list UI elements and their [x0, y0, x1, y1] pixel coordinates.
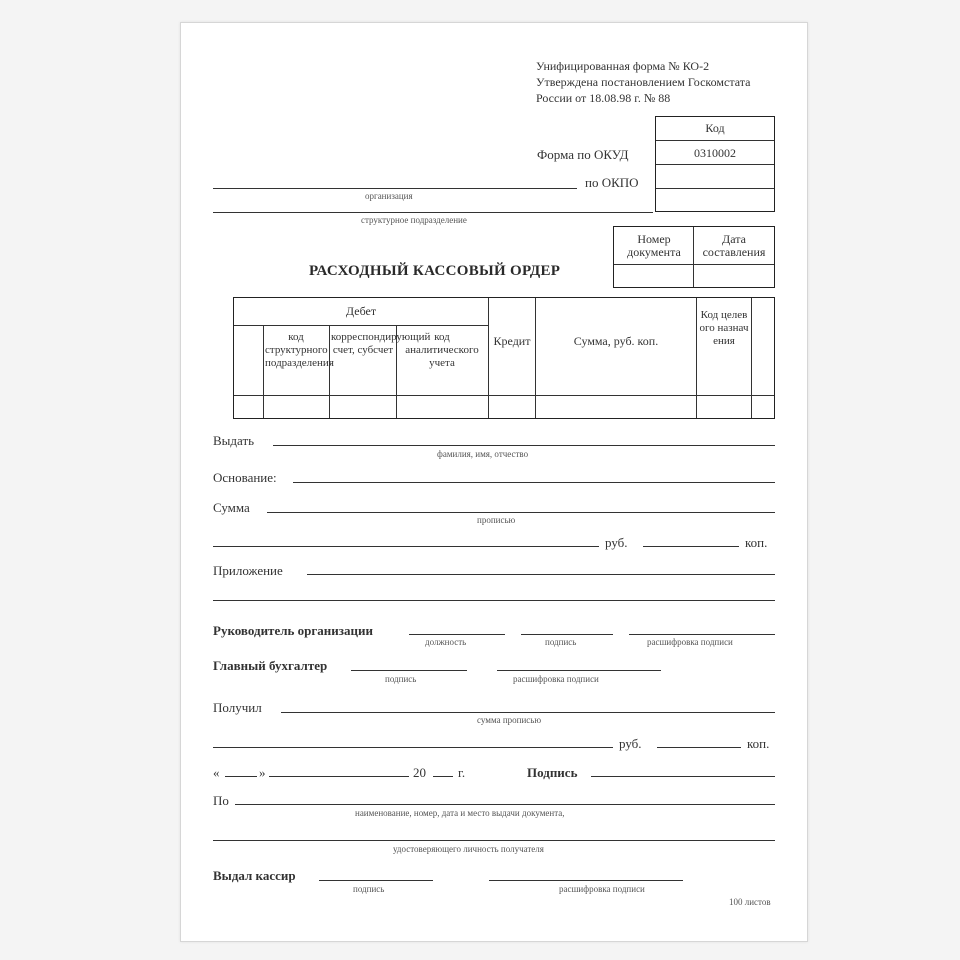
- basis-label: Основание:: [213, 470, 277, 485]
- head-signature-caption: подпись: [545, 637, 577, 647]
- form-header-line2: Утверждена постановлением Госкомстата: [536, 75, 751, 89]
- received-caption: сумма прописью: [477, 715, 542, 725]
- cashier-signature-caption: подпись: [353, 884, 385, 894]
- kod-label: Код: [705, 121, 725, 135]
- cashier-signature-line: [319, 880, 433, 881]
- by-label: По: [213, 793, 229, 808]
- cashier-decode-line: [489, 880, 683, 881]
- month-line: [269, 776, 409, 777]
- head-position-caption: должность: [425, 637, 467, 647]
- head-label: Руководитель организации: [213, 623, 373, 638]
- issue-caption: фамилия, имя, отчество: [437, 449, 529, 459]
- head-signature-line: [521, 634, 613, 635]
- sum-caption: прописью: [477, 515, 516, 525]
- issue-line: [273, 445, 775, 446]
- year-line: [433, 776, 453, 777]
- okpo-label: по ОКПО: [585, 175, 639, 190]
- col-credit: Кредит: [493, 334, 531, 348]
- col-analytic-code: код аналитического учета: [405, 331, 479, 369]
- doc-date-label: Дата составления: [702, 232, 766, 259]
- subdivision-line: [213, 212, 653, 213]
- accountant-label: Главный бухгалтер: [213, 658, 328, 673]
- okud-label: Форма по ОКУД: [537, 147, 629, 162]
- sum-line-2: [213, 546, 599, 547]
- debit-header: Дебет: [345, 304, 377, 318]
- received-rub-label: руб.: [619, 736, 642, 751]
- col-sum: Сумма, руб. коп.: [573, 334, 659, 348]
- form-sheet: [180, 22, 808, 942]
- col-purpose-code: Код целевого назначения: [699, 309, 749, 347]
- sum-rub-label: руб.: [605, 535, 628, 550]
- accountant-decode-line: [497, 670, 661, 671]
- received-line: [281, 712, 775, 713]
- form-header-line3: России от 18.08.98 г. № 88: [536, 91, 671, 105]
- received-label: Получил: [213, 700, 262, 715]
- by-line-2: [213, 840, 775, 841]
- quote-open: «: [213, 765, 220, 780]
- accountant-signature-caption: подпись: [385, 674, 417, 684]
- sum-kop-line: [643, 546, 739, 547]
- basis-line: [293, 482, 775, 483]
- subdivision-caption: структурное подразделение: [361, 215, 467, 225]
- sheets-count: 100 листов: [729, 897, 771, 907]
- day-line: [225, 776, 257, 777]
- received-kop-label: коп.: [747, 736, 770, 751]
- quote-close: »: [259, 765, 266, 780]
- attachment-line: [307, 574, 775, 575]
- head-decode-caption: расшифровка подписи: [647, 637, 733, 647]
- signature-label: Подпись: [527, 765, 578, 780]
- signature-line: [591, 776, 775, 777]
- cashier-label: Выдал кассир: [213, 868, 296, 883]
- organization-line: [213, 188, 577, 189]
- accountant-decode-caption: расшифровка подписи: [513, 674, 599, 684]
- year-prefix: 20: [413, 765, 426, 780]
- head-position-line: [409, 634, 505, 635]
- okud-value: 0310002: [694, 146, 736, 160]
- received-line-2: [213, 747, 613, 748]
- document-title: РАСХОДНЫЙ КАССОВЫЙ ОРДЕР: [309, 263, 561, 279]
- sum-kop-label: коп.: [745, 535, 768, 550]
- year-suffix: г.: [458, 765, 466, 780]
- col-corr-account: корреспондирующий счет, субсчет: [331, 331, 431, 356]
- cashier-decode-caption: расшифровка подписи: [559, 884, 645, 894]
- head-decode-line: [629, 634, 775, 635]
- by-caption-2: удостоверяющего личность получателя: [393, 844, 544, 854]
- form-header-line1: Унифицированная форма № КО-2: [536, 59, 710, 73]
- col-struct-code: код структурного подразделения: [265, 331, 334, 369]
- attachment-label: Приложение: [213, 563, 283, 578]
- received-kop-line: [657, 747, 741, 748]
- sum-label: Сумма: [213, 500, 250, 515]
- by-line: [235, 804, 775, 805]
- sum-line: [267, 512, 775, 513]
- issue-label: Выдать: [213, 433, 255, 448]
- by-caption-1: наименование, номер, дата и место выдачи документа,: [355, 808, 565, 818]
- accountant-signature-line: [351, 670, 467, 671]
- doc-number-label: Номер документа: [627, 232, 681, 259]
- organization-caption: организация: [365, 191, 413, 201]
- attachment-line-2: [213, 600, 775, 601]
